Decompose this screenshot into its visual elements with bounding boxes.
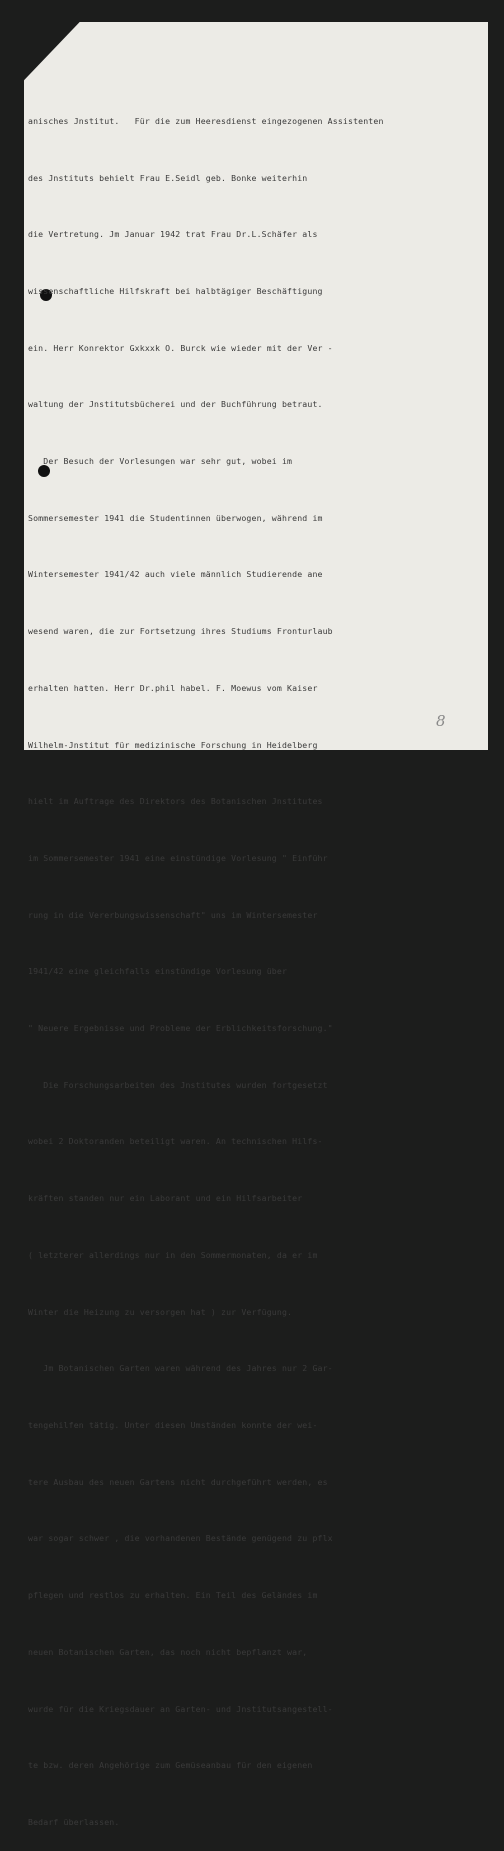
- text-line: Der Besuch der Vorlesungen war sehr gut, wobei im: [28, 456, 293, 467]
- text-line: Bedarf überlassen.: [28, 1816, 120, 1827]
- text-line: 1941/42 eine gleichfalls einstündige Vorlesung über: [28, 966, 288, 977]
- text-line: wesend waren, die zur Fortsetzung ihres Studiums Fronturlaub: [28, 626, 333, 637]
- text-line: war sogar schwer , die vorhandenen Bestände genügend zu pflx: [28, 1533, 333, 1544]
- text-line: hielt im Auftrage des Direktors des Botanischen Jnstitutes: [28, 796, 323, 807]
- text-line: waltung der Jnstitutsbücherei und der Buchführung betraut.: [28, 399, 323, 410]
- typed-text-block: [28, 74, 490, 1851]
- text-line: wissenschaftliche Hilfskraft bei halbtägiger Beschäftigung: [28, 285, 323, 296]
- text-line: erhalten hatten. Herr Dr.phil habel. F. Moewus vom Kaiser: [28, 682, 318, 693]
- text-line: Die Forschungsarbeiten des Jnstitutes wurden fortgesetzt: [28, 1079, 328, 1090]
- text-line: im Sommersemester 1941 eine einstündige Vorlesung " Einführ: [28, 852, 328, 863]
- text-line: " Neuere Ergebnisse und Probleme der Erblichkeitsforschung.": [28, 1023, 333, 1034]
- text-line: pflegen und restlos zu erhalten. Ein Teil des Geländes im: [28, 1590, 318, 1601]
- text-line: des Jnstituts behielt Frau E.Seidl geb. Bonke weiterhin: [28, 172, 308, 183]
- text-line: Jm Botanischen Garten waren während des Jahres nur 2 Gar-: [28, 1363, 333, 1374]
- text-line: rung in die Vererbungswissenschaft" uns im Wintersemester: [28, 909, 318, 920]
- text-line: kräften standen nur ein Laborant und ein Hilfsarbeiter: [28, 1193, 303, 1204]
- text-line: anisches Jnstitut. Für die zum Heeresdienst eingezogenen Assistenten: [28, 115, 384, 126]
- page-number: 8: [436, 712, 446, 730]
- text-line: Winter die Heizung zu versorgen hat ) zur Verfügung.: [28, 1306, 293, 1317]
- text-line: die Vertretung. Jm Januar 1942 trat Frau Dr.L.Schäfer als: [28, 229, 318, 240]
- text-line: neuen Botanischen Garten, das noch nicht bepflanzt war,: [28, 1646, 308, 1657]
- text-line: ein. Herr Konrektor Gxkxxk O. Burck wie wieder mit der Ver -: [28, 342, 333, 353]
- text-line: Sommersemester 1941 die Studentinnen überwogen, während im: [28, 512, 323, 523]
- text-line: wobei 2 Doktoranden beteiligt waren. An technischen Hilfs-: [28, 1136, 323, 1147]
- text-line: tere Ausbau des neuen Gartens nicht durchgeführt werden, es: [28, 1476, 328, 1487]
- text-line: tengehilfen tätig. Unter diesen Umständen konnte der wei-: [28, 1419, 318, 1430]
- text-line: Wilhelm-Jnstitut für medizinische Forschung in Heidelberg: [28, 739, 318, 750]
- text-line: ( letzterer allerdings nur in den Sommermonaten, da er im: [28, 1249, 318, 1260]
- text-line: Wintersemester 1941/42 auch viele männlich Studierende ane: [28, 569, 323, 580]
- text-line: wurde für die Kriegsdauer an Garten- und Jnstitutsangestell-: [28, 1703, 333, 1714]
- text-line: te bzw. deren Angehörige zum Gemüseanbau für den eigenen: [28, 1760, 313, 1771]
